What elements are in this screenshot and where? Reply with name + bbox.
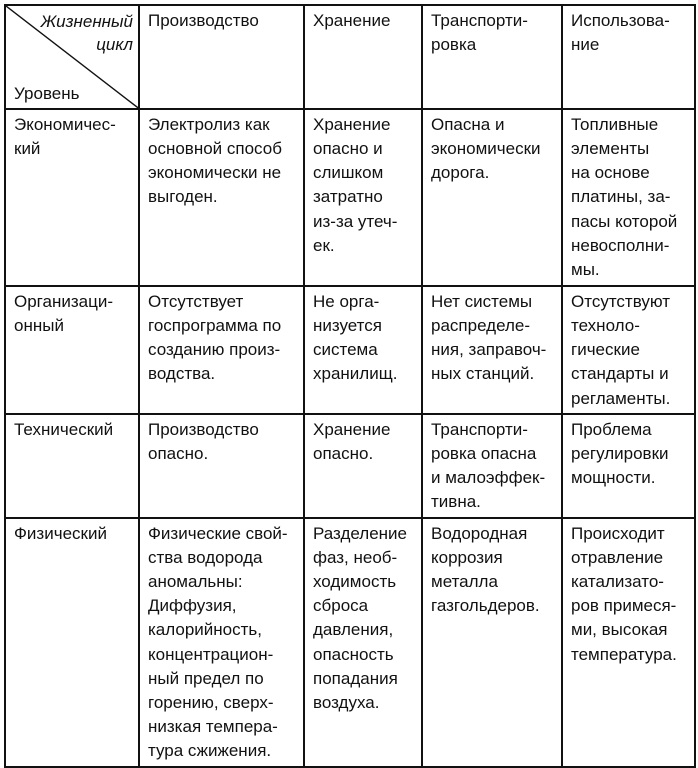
- corner-lifecycle-label: Жизненный цикл: [40, 12, 133, 54]
- header-row: [5, 5, 695, 109]
- cell-physical-transportation: Водородная коррозия металла газгольдеров.: [422, 518, 562, 767]
- cell-technical-storage: Хранение опасно.: [304, 414, 422, 518]
- row-label-economic: Экономичес- кий: [5, 109, 139, 286]
- corner-level-label: Уровень: [14, 83, 80, 103]
- header-usage: Использова- ние: [562, 5, 695, 109]
- header-storage: Хранение: [304, 5, 422, 109]
- row-label-physical: Физический: [5, 518, 139, 767]
- row-organizational: [5, 286, 695, 414]
- row-physical: [5, 518, 695, 767]
- row-label-organizational: Организаци- онный: [5, 286, 139, 414]
- cell-technical-usage: Проблема регулировки мощности.: [562, 414, 695, 518]
- cell-economic-production: Электролиз как основной способ экономически не выгоден.: [139, 109, 304, 286]
- cell-organizational-production: Отсутствует госпрограмма по созданию произ- водства.: [139, 286, 304, 414]
- cell-economic-storage: Хранение опасно и слишком затратно из-за утеч- ек.: [304, 109, 422, 286]
- cell-technical-production: Производство опасно.: [139, 414, 304, 518]
- cell-physical-usage: Происходит отравление катализато- ров примеся- ми, высокая температура.: [562, 518, 695, 767]
- cell-technical-transportation: Транспорти- ровка опасна и малоэффек- тивна.: [422, 414, 562, 518]
- cell-organizational-transportation: Нет системы распределе- ния, заправоч- ных станций.: [422, 286, 562, 414]
- hydrogen-problems-table: [4, 4, 696, 768]
- cell-physical-production: Физические свой- ства водорода аномальны: Диффузия, калорийность, концентрацион- ный предел по горению, сверх- низкая темпера- тура сжижения.: [139, 518, 304, 767]
- cell-organizational-storage: Не орга- низуется система хранилищ.: [304, 286, 422, 414]
- cell-economic-usage: Топливные элементы на основе платины, за- пасы которой невосполни- мы.: [562, 109, 695, 286]
- cell-physical-storage: Разделение фаз, необ- ходимость сброса давления, опасность попадания воздуха.: [304, 518, 422, 767]
- row-economic: [5, 109, 695, 286]
- header-transportation: Транспорти- ровка: [422, 5, 562, 109]
- cell-organizational-usage: Отсутствуют техноло- гические стандарты и регламенты.: [562, 286, 695, 414]
- row-label-technical: Технический: [5, 414, 139, 518]
- cell-economic-transportation: Опасна и экономически дорога.: [422, 109, 562, 286]
- row-technical: [5, 414, 695, 518]
- corner-header-cell: [5, 5, 139, 109]
- header-production: Производство: [139, 5, 304, 109]
